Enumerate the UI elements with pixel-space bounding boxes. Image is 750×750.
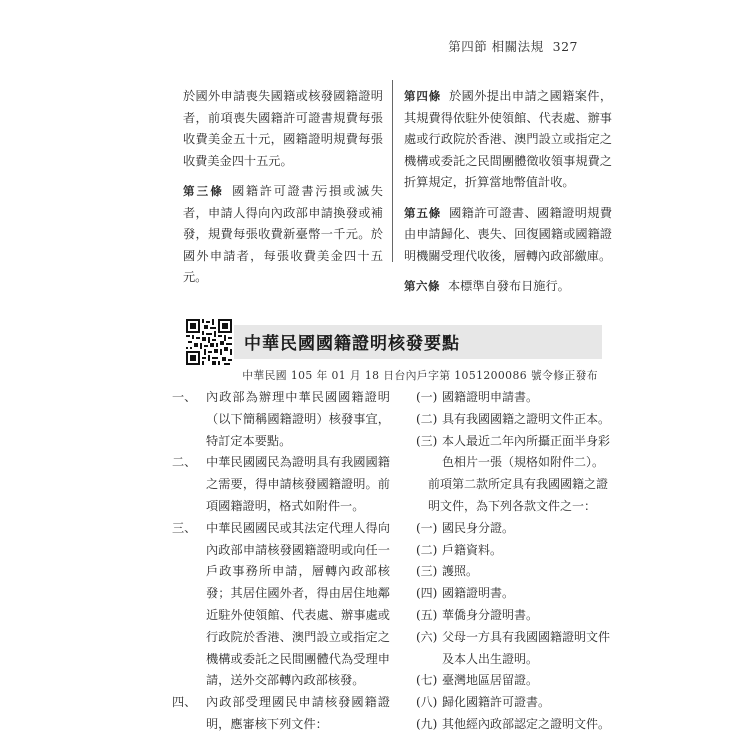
article-paragraph	[404, 276, 612, 298]
item-number: (八)	[416, 695, 438, 710]
item-text: 臺灣地區居留證。	[442, 673, 539, 688]
item-number: (二)	[416, 542, 438, 557]
item-number: (一)	[416, 520, 438, 535]
item-text: 國籍證明書。	[442, 586, 515, 601]
list-item	[416, 431, 612, 475]
list-item	[416, 409, 612, 431]
item-number: (七)	[416, 673, 438, 688]
item-number: (六)	[416, 629, 438, 644]
column-divider	[392, 80, 393, 262]
item-number: 一、	[172, 390, 197, 404]
item-text: 戶籍資料。	[442, 542, 503, 557]
item-text: 內政部為辦理中華民國國籍證明（以下簡稱國籍證明）核發事宜，特訂定本要點。	[206, 390, 390, 448]
article-label: 第六條	[404, 279, 440, 293]
list-item	[172, 452, 390, 517]
right-item-column	[416, 387, 612, 736]
article-text: 國籍許可證書污損或滅失者，申請人得向內政部申請換發或補發，規費每張收費新臺幣一千元。於國外申請者，每張收費美金四十五元。	[183, 184, 383, 284]
article-text: 本標準自發布日施行。	[448, 279, 570, 293]
item-text: 中華民國國民為證明具有我國國籍之需要，得申請核發國籍證明。前項國籍證明，格式如附件一。	[206, 455, 390, 513]
list-item	[416, 670, 612, 692]
list-item	[416, 518, 612, 540]
item-text: 其他經內政部認定之證明文件。	[442, 716, 611, 731]
item-text: 護照。	[442, 564, 479, 579]
list-item	[416, 692, 612, 714]
item-number: 二、	[172, 455, 197, 470]
page-number: 327	[552, 39, 578, 54]
item-text: 華僑身分證明書。	[442, 607, 539, 622]
list-item	[172, 518, 390, 692]
article-label: 第五條	[404, 205, 442, 220]
list-item	[416, 540, 612, 562]
list-item	[416, 605, 612, 627]
qr-code-icon	[186, 319, 232, 365]
item-number: (一)	[416, 390, 438, 404]
item-text: 歸化國籍許可證書。	[442, 695, 551, 710]
article-label: 第三條	[183, 184, 225, 198]
item-number: (三)	[416, 564, 438, 579]
item-number: (九)	[416, 716, 438, 731]
section-title: 第四節 相關法規	[448, 39, 544, 54]
list-item	[172, 387, 390, 452]
list-item	[416, 714, 612, 736]
item-number: (二)	[416, 411, 438, 426]
item-number: 三、	[172, 520, 197, 535]
item-number: 四、	[172, 695, 197, 710]
list-item	[416, 583, 612, 605]
item-text: 中華民國國民或其法定代理人得向內政部申請核發國籍證明或向任一戶政事務所申請，層轉內政部核發；其居住國外者，得由居住地鄰近駐外使領館、代表處、辦事處或行政院於香港、澳門設立或指定之機構或委託之民間團體代為受理申請，送外交部轉內政部核發。	[206, 520, 390, 688]
article-text: 於國外申請喪失國籍或核發國籍證明者，前項喪失國籍許可證書規費每張收費美金五十元，國籍證明規費每張收費美金四十五元。	[183, 89, 383, 168]
left-item-column	[172, 387, 390, 736]
continuation-paragraph: 前項第二款所定具有我國國籍之證明文件，為下列各款文件之一：	[428, 477, 609, 513]
item-text: 父母一方具有我國國籍證明文件及本人出生證明。	[442, 629, 611, 666]
item-text: 內政部受理國民申請核發國籍證明，應審核下列文件：	[206, 695, 390, 731]
top-right-column	[404, 86, 612, 307]
item-text: 具有我國國籍之證明文件正本。	[442, 411, 611, 426]
document-title: 中華民國國籍證明核發要點	[244, 334, 460, 354]
running-header	[448, 37, 578, 55]
article-paragraph	[183, 181, 383, 289]
list-item	[416, 387, 612, 409]
item-text: 國民身分證。	[442, 520, 515, 535]
top-left-column	[183, 86, 383, 298]
article-paragraph	[404, 86, 612, 194]
list-item	[172, 692, 390, 736]
list-item	[416, 627, 612, 671]
item-text: 國籍證明申請書。	[442, 390, 539, 404]
item-number: (三)	[416, 433, 438, 448]
item-number: (五)	[416, 607, 438, 622]
article-text: 於國外提出申請之國籍案件，其規費得依駐外使領館、代表處、辦事處或行政院於香港、澳門設立或指定之機構或委託之民間團體徵收領事規費之折算規定，折算當地幣值計收。	[404, 89, 613, 189]
item-number: (四)	[416, 586, 438, 601]
issuance-note: 中華民國 105 年 01 月 18 日台內戶字第 1051200086 號令修正發布	[242, 369, 598, 382]
article-text: 國籍許可證書、國籍證明規費由申請歸化、喪失、回復國籍或國籍證明機關受理代收後，層轉內政部繳庫。	[404, 205, 613, 263]
article-label: 第四條	[404, 89, 442, 103]
article-paragraph	[183, 86, 383, 172]
article-paragraph	[404, 203, 612, 268]
item-text: 本人最近二年內所攝正面半身彩色相片一張（規格如附件二）。	[442, 433, 611, 470]
list-item	[416, 561, 612, 583]
